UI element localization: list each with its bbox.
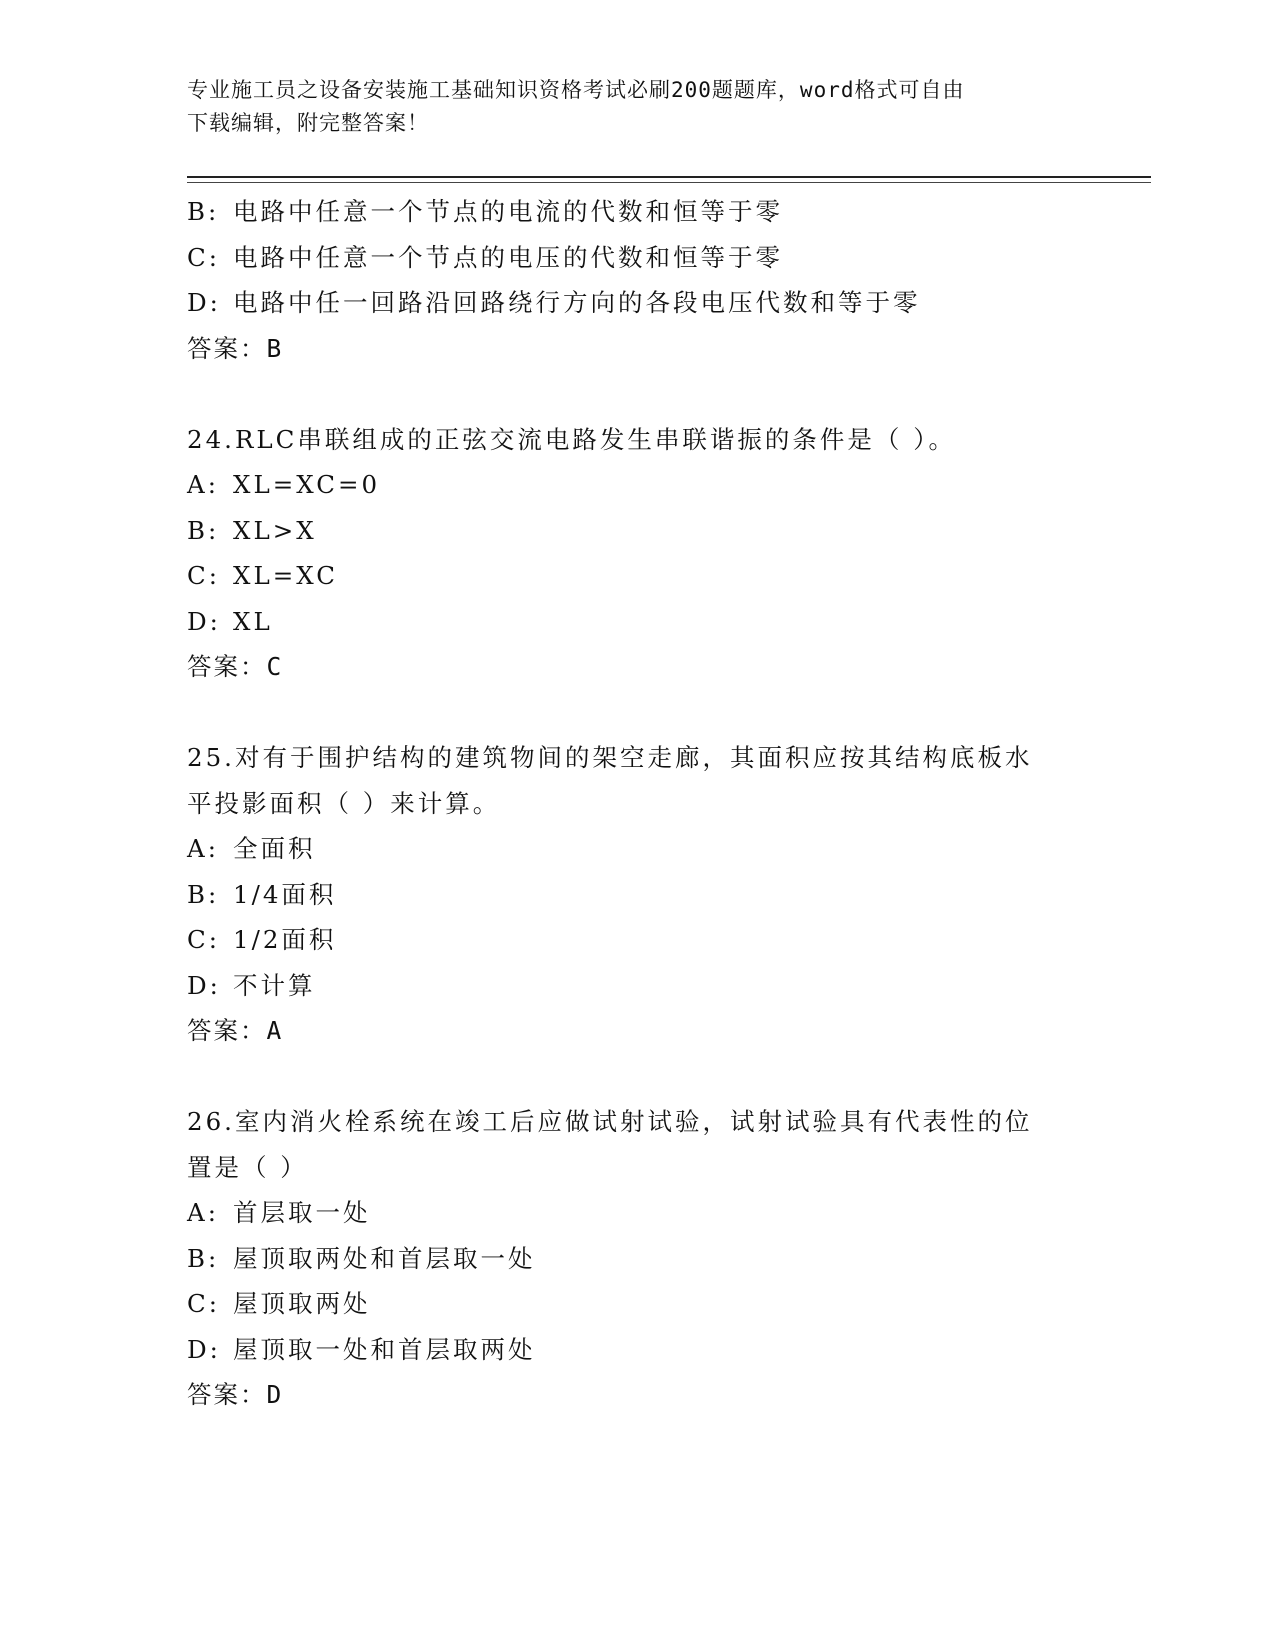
option-text: 1/2面积 [233, 925, 337, 954]
question-stem-line-1: 25.对有于围护结构的建筑物间的架空走廊，其面积应按其结构底板水 [187, 743, 1033, 772]
option-d [187, 963, 1087, 1009]
option-b [187, 1236, 1087, 1282]
option-a [187, 826, 1087, 872]
option-b [187, 189, 1087, 235]
question-stem-line-2: 置是（ ） [187, 1152, 308, 1182]
spacer [187, 371, 1087, 417]
option-key: A: [187, 470, 219, 499]
option-text: 电路中任一回路沿回路绕行方向的各段电压代数和等于零 [233, 288, 921, 317]
question-23-tail [187, 189, 1087, 371]
answer-line: 答案：D [187, 1380, 284, 1409]
question-stem-line-2: 平投影面积（ ）来计算。 [187, 788, 501, 818]
option-b [187, 872, 1087, 918]
option-key: C: [187, 925, 221, 954]
option-d [187, 280, 1087, 326]
answer-line: 答案：A [187, 1016, 284, 1045]
option-key: A: [187, 834, 219, 863]
option-b [187, 508, 1087, 554]
option-text: XL>X [233, 515, 317, 545]
option-key: A: [187, 1198, 219, 1227]
option-text: 全面积 [233, 834, 316, 863]
spacer [187, 1054, 1087, 1100]
option-c [187, 1281, 1087, 1327]
question-stem-line-1: 26.室内消火栓系统在竣工后应做试射试验，试射试验具有代表性的位 [187, 1107, 1033, 1136]
option-text: 不计算 [233, 970, 316, 1000]
question-25 [187, 735, 1087, 1054]
option-text: 屋顶取两处和首层取一处 [233, 1243, 536, 1273]
option-d [187, 599, 1087, 645]
option-text: XL=XC [233, 561, 338, 590]
option-key: B: [187, 879, 220, 909]
question-24 [187, 417, 1087, 690]
header-divider-thick [187, 176, 1151, 178]
option-text: 1/4面积 [233, 879, 337, 909]
option-a [187, 1190, 1087, 1236]
option-c [187, 235, 1087, 281]
option-key: C: [187, 242, 221, 272]
option-key: B: [187, 515, 220, 545]
option-c [187, 917, 1087, 963]
option-text: 电路中任意一个节点的电压的代数和恒等于零 [233, 242, 783, 272]
question-stem: 24.RLC串联组成的正弦交流电路发生串联谐振的条件是（ ）。 [187, 424, 956, 454]
option-key: C: [187, 561, 221, 590]
option-key: D: [187, 1334, 221, 1364]
header-line-1: 专业施工员之设备安装施工基础知识资格考试必刷200题题库，word格式可自由 [187, 78, 965, 102]
option-text: 屋顶取一处和首层取两处 [233, 1334, 536, 1364]
option-key: D: [187, 970, 221, 1000]
option-a [187, 462, 1087, 508]
option-text: 电路中任意一个节点的电流的代数和恒等于零 [233, 197, 783, 226]
header-divider-thin [187, 182, 1151, 183]
option-text: XL=XC=0 [233, 470, 381, 499]
option-text: XL [233, 606, 273, 636]
option-key: B: [187, 197, 220, 226]
question-list [187, 189, 1087, 1418]
spacer [187, 690, 1087, 736]
question-26 [187, 1099, 1087, 1418]
header-line-2: 下载编辑，附完整答案！ [187, 111, 429, 135]
option-d [187, 1327, 1087, 1373]
option-key: D: [187, 288, 221, 317]
option-key: D: [187, 606, 221, 636]
option-text: 屋顶取两处 [233, 1289, 371, 1318]
option-key: C: [187, 1289, 221, 1318]
option-text: 首层取一处 [233, 1198, 371, 1227]
document-header [187, 74, 1067, 140]
answer-line: 答案：B [187, 333, 284, 363]
option-c [187, 553, 1087, 599]
answer-line: 答案：C [187, 652, 284, 681]
option-key: B: [187, 1243, 220, 1273]
